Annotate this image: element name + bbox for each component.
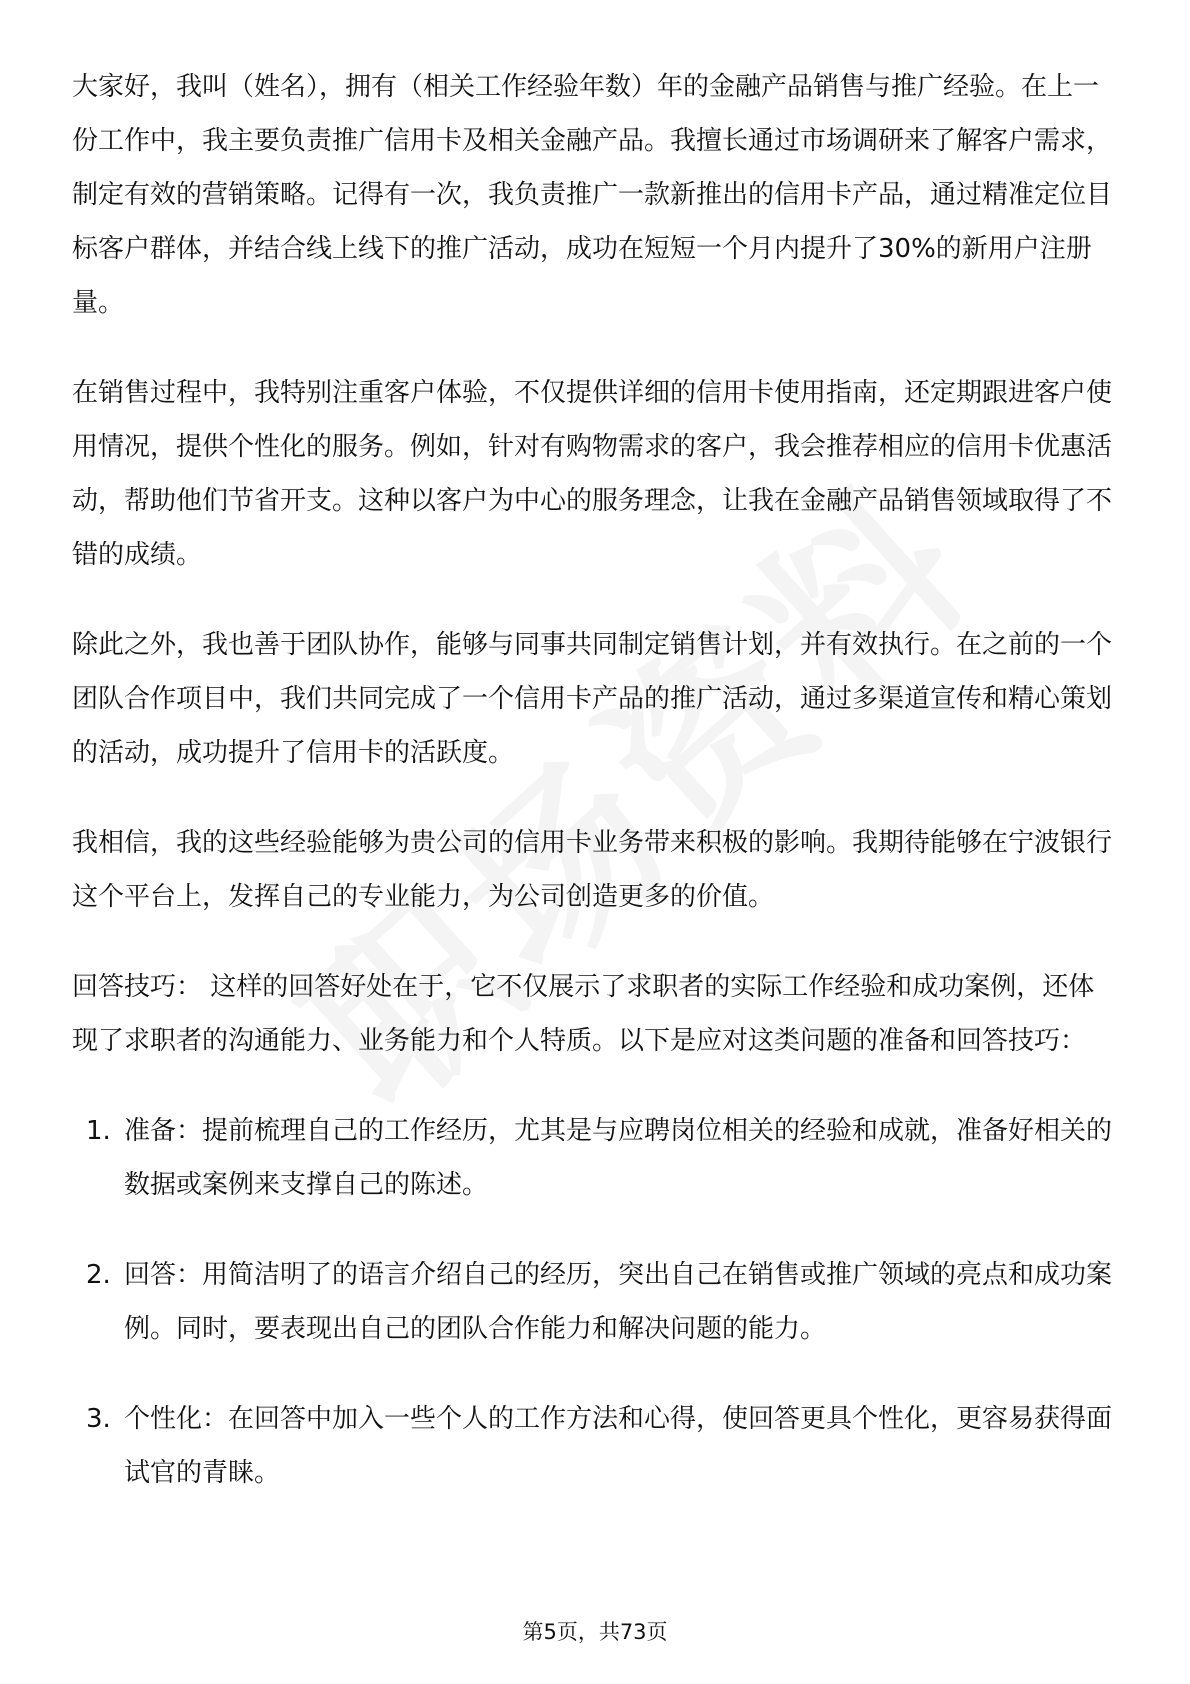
list-item: [72, 1104, 1117, 1212]
paragraph-customer-experience: 在销售过程中，我特别注重客户体验，不仅提供详细的信用卡使用指南，还定期跟进客户使用情况，提供个性化的服务。例如，针对有购物需求的客户，我会推荐相应的信用卡优惠活动，帮助他们节省开支。这种以客户为中心的服务理念，让我在金融产品销售领域取得了不错的成绩。: [72, 378, 1113, 570]
list-item-number: 3.: [86, 1404, 111, 1434]
page-number: 第5页，共73页: [522, 1620, 668, 1644]
paragraph-closing: 我相信，我的这些经验能够为贵公司的信用卡业务带来积极的影响。我期待能够在宁波银行这个平台上，发挥自己的专业能力，为公司创造更多的价值。: [72, 828, 1113, 912]
paragraph-teamwork: 除此之外，我也善于团队协作，能够与同事共同制定销售计划，并有效执行。在之前的一个团队合作项目中，我们共同完成了一个信用卡产品的推广活动，通过多渠道宣传和精心策划的活动，成功提升了信用卡的活跃度。: [72, 630, 1113, 768]
paragraph-intro: 大家好，我叫（姓名），拥有（相关工作经验年数）年的金融产品销售与推广经验。在上一份工作中，我主要负责推广信用卡及相关金融产品。我擅长通过市场调研来了解客户需求，制定有效的营销策略。记得有一次，我负责推广一款新推出的信用卡产品，通过精准定位目标客户群体，并结合线上线下的推广活动，成功在短短一个月内提升了30%的新用户注册量。: [72, 72, 1113, 318]
document-body: [72, 60, 1117, 1536]
list-item-text: 个性化：在回答中加入一些个人的工作方法和心得，使回答更具个性化，更容易获得面试官的青睐。: [124, 1404, 1113, 1488]
list-item-text: 回答：用简洁明了的语言介绍自己的经历，突出自己在销售或推广领域的亮点和成功案例。同时，要表现出自己的团队合作能力和解决问题的能力。: [124, 1260, 1113, 1344]
list-item: [72, 1392, 1117, 1500]
tips-list: [72, 1104, 1117, 1500]
paragraph-answer-tips: 回答技巧： 这样的回答好处在于，它不仅展示了求职者的实际工作经验和成功案例，还体现了求职者的沟通能力、业务能力和个人特质。以下是应对这类问题的准备和回答技巧：: [72, 972, 1095, 1056]
list-item-number: 1.: [86, 1116, 111, 1146]
list-item-number: 2.: [86, 1260, 111, 1290]
list-item-text: 准备：提前梳理自己的工作经历，尤其是与应聘岗位相关的经验和成就，准备好相关的数据或案例来支撑自己的陈述。: [124, 1116, 1113, 1200]
list-item: [72, 1248, 1117, 1356]
